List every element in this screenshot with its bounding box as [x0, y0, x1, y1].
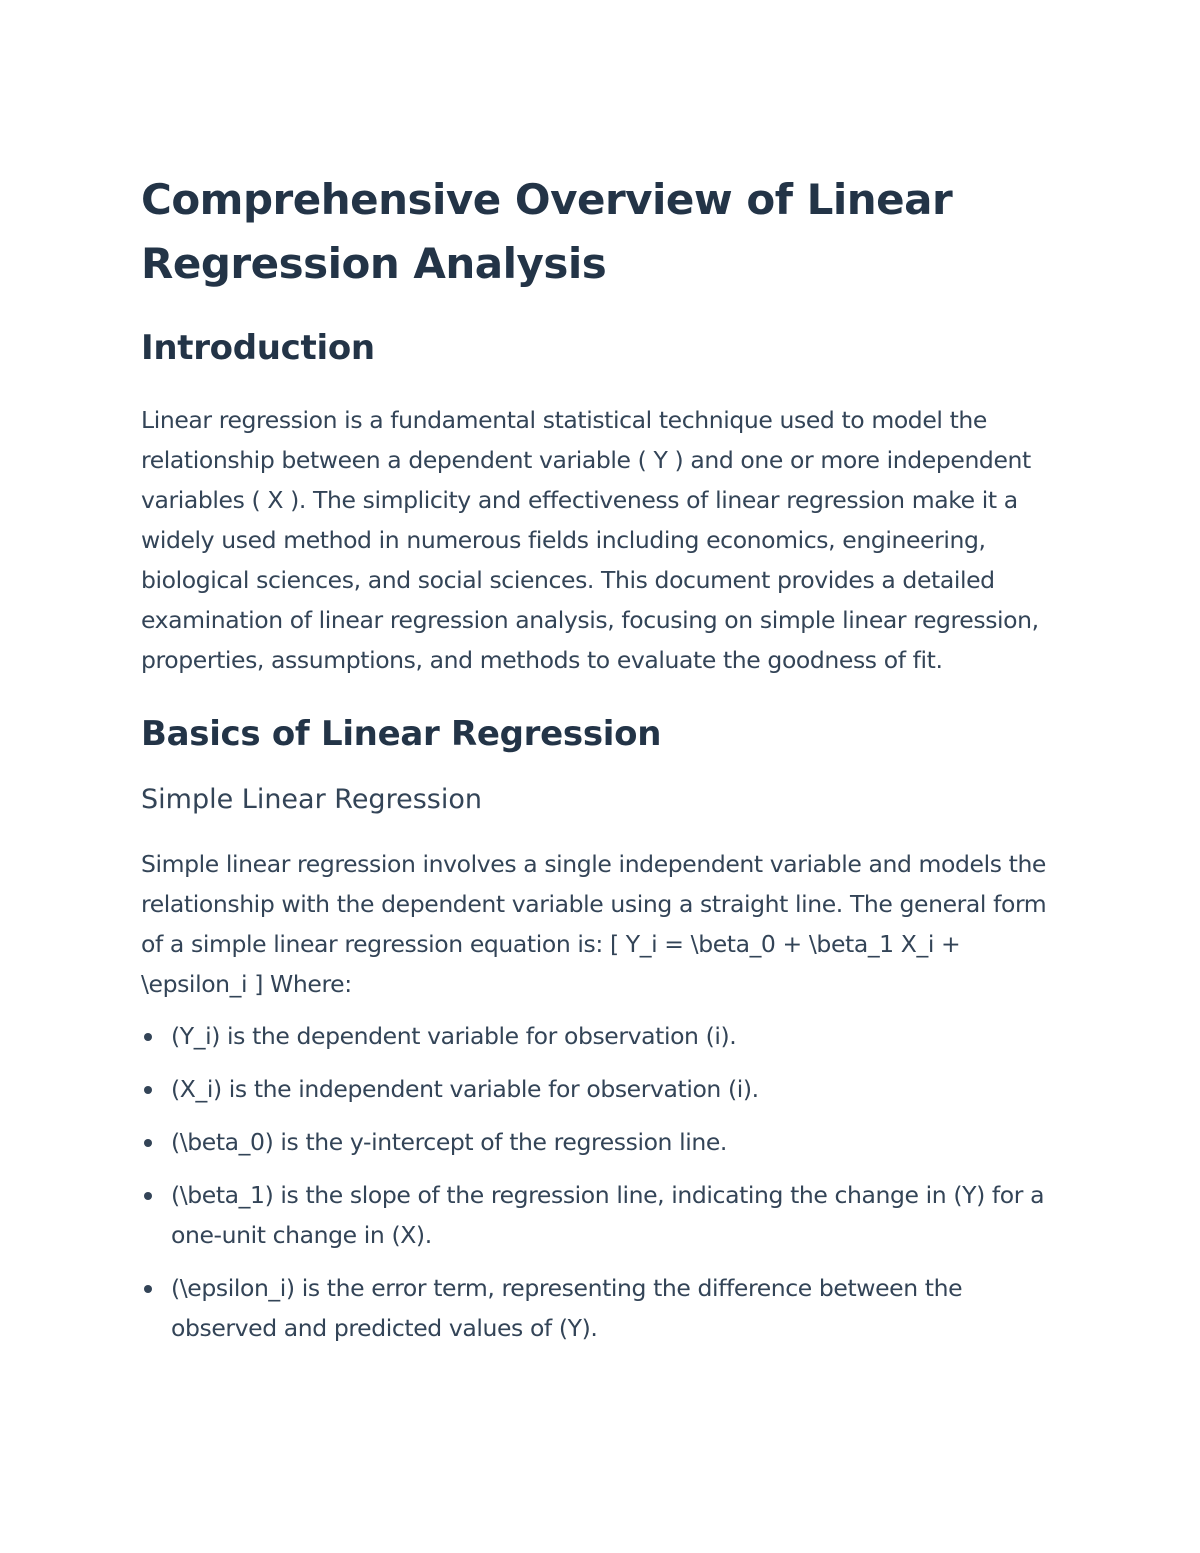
document-page: [141, 168, 1071, 1361]
simple-linear-regression-subheading: Simple Linear Regression: [141, 784, 482, 815]
list-item: [141, 1122, 1071, 1162]
list-item-text: (\epsilon_i) is the error term, representing the difference between the observed and predicted values of (Y).: [171, 1274, 963, 1342]
bullet-icon: [144, 1285, 152, 1293]
introduction-paragraph: Linear regression is a fundamental statistical technique used to model the relationship between a dependent variable ( Y ) and one or more independent variables ( X ). The simplicity and effectiveness of linear regression make it a widely used method in numerous fields including economics, engineering, biological sciences, and social sciences. This document provides a detailed examination of linear regression analysis, focusing on simple linear regression, properties, assumptions, and methods to evaluate the goodness of fit.: [141, 406, 1039, 674]
bullet-icon: [144, 1033, 152, 1041]
introduction-heading: Introduction: [141, 328, 375, 368]
list-item-text: (Y_i) is the dependent variable for observation (i).: [171, 1022, 737, 1050]
bullet-icon: [144, 1139, 152, 1147]
list-item-text: (\beta_1) is the slope of the regression line, indicating the change in (Y) for a one-unit change in (X).: [171, 1181, 1045, 1249]
document-title: Comprehensive Overview of Linear Regression Analysis: [141, 175, 953, 288]
list-item: [141, 1175, 1071, 1255]
bullet-icon: [144, 1086, 152, 1094]
list-item: [141, 1268, 1071, 1348]
list-item: [141, 1069, 1071, 1109]
basics-heading: Basics of Linear Regression: [141, 714, 662, 754]
bullet-icon: [144, 1192, 152, 1200]
simple-linear-regression-paragraph: Simple linear regression involves a single independent variable and models the relationship with the dependent variable using a straight line. The general form of a simple linear regression equation is: [ Y_i = \beta_0 + \beta_1 X_i + \epsilon_i ] Where:: [141, 850, 1047, 998]
list-item: [141, 1016, 1071, 1056]
list-item-text: (\beta_0) is the y-intercept of the regression line.: [171, 1128, 728, 1156]
list-item-text: (X_i) is the independent variable for observation (i).: [171, 1075, 759, 1103]
definitions-list: [141, 1016, 1071, 1348]
